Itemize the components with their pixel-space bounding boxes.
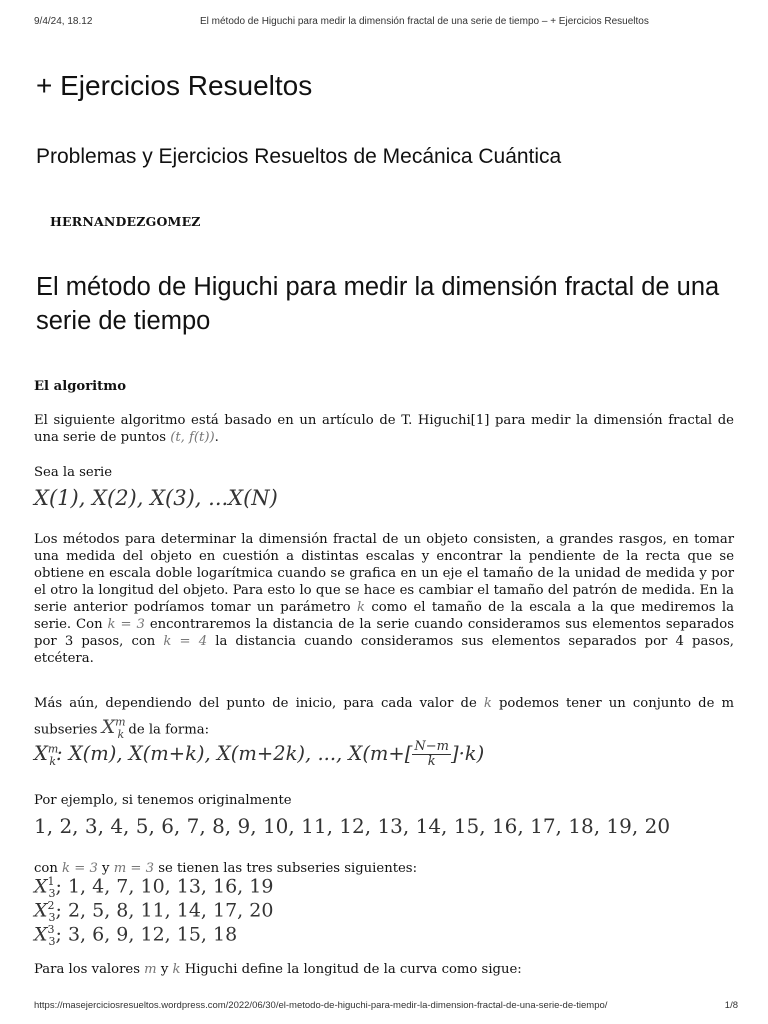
series-equation: [34, 486, 278, 510]
curve-math-m: m: [144, 962, 157, 977]
fraction-numerator: N−m: [414, 739, 449, 754]
paragraph-subseries: [34, 694, 734, 744]
example-math-k: k = 3: [62, 861, 98, 876]
methods-math-k4: k = 4: [163, 634, 208, 649]
example-y: y: [97, 861, 114, 876]
subseries-formula: [34, 740, 484, 770]
post-author[interactable]: HERNANDEZGOMEZ: [50, 214, 201, 229]
formula-sup: m: [47, 742, 59, 756]
xkm-sup: m: [115, 716, 126, 729]
print-page-title: El método de Higuchi para medir la dimensión fractal de una serie de tiempo – + Ejercicios Resueltos: [200, 16, 649, 27]
subseries-math-xkm: [101, 716, 126, 742]
formula-part2: ]·k): [450, 742, 485, 765]
methods-math-k3: k = 3: [107, 617, 145, 632]
formula-sub: k: [49, 754, 56, 768]
paragraph-intro: [34, 412, 734, 446]
subseries-2-x: X: [34, 899, 48, 922]
subseries-1-x: X: [34, 875, 48, 898]
footer-url: https://masejerciciosresueltos.wordpress.com/2022/06/30/el-metodo-de-higuchi-para-medir-la-dimension-fractal-de-una-serie-de-tiempo/: [34, 1000, 608, 1011]
intro-end: .: [214, 430, 219, 445]
paragraph-series-label: Sea la serie: [34, 465, 113, 480]
methods-text-b: como el tamaño de la escala a la que mediremos la serie. Con: [34, 600, 734, 632]
intro-text: El siguiente algoritmo está basado en un artículo de T. Higuchi[1] para medir la dimensión fractal de una serie de puntos: [34, 413, 734, 445]
paragraph-methods: [34, 531, 734, 667]
example-rest: se tienen las tres subseries siguientes:: [154, 861, 418, 876]
subseries-3-sup: 3: [47, 923, 55, 936]
curve-y: y: [156, 962, 173, 977]
post-title: El método de Higuchi para medir la dimensión fractal de una serie de tiempo: [36, 273, 720, 335]
subseries-1-sub: 3: [48, 887, 56, 901]
formula-fraction: [412, 740, 451, 769]
example-math-m: m = 3: [113, 861, 155, 876]
subseries-3-values: ; 3, 6, 9, 12, 15, 18: [55, 923, 238, 946]
paragraph-curve-length: [34, 961, 734, 978]
formula-x: X: [34, 742, 48, 765]
methods-text-c: encontraremos la distancia de la serie cuando consideramos sus elementos separados por 3 pasos, con: [34, 617, 735, 649]
subseries-2-sub: 3: [48, 911, 56, 925]
subseries-text-a: Más aún, dependiendo del punto de inicio, para cada valor de: [34, 696, 484, 711]
subseries-text-b: podemos tener un conjunto de m subseries: [34, 696, 734, 738]
section-heading: El algoritmo: [34, 379, 127, 394]
methods-math-k: k: [356, 600, 365, 615]
subseries-3-sub: 3: [48, 935, 56, 949]
methods-text-d: la distancia cuando consideramos sus elementos separados por 4 pasos, etcétera.: [34, 634, 734, 666]
subseries-3-x: X: [34, 923, 48, 946]
curve-math-k: k: [172, 962, 181, 977]
footer-page-number: 1/8: [724, 1000, 738, 1011]
series-equation-text: X(1), X(2), X(3), ...X(N): [34, 486, 278, 510]
fraction-denominator: k: [427, 754, 436, 769]
curve-text-a: Para los valores: [34, 962, 145, 977]
curve-text-b: Higuchi define la longitud de la curva como sigue:: [180, 962, 522, 977]
subseries-1-sup: 1: [47, 875, 55, 888]
formula-xkm: [34, 742, 59, 768]
site-tagline: Problemas y Ejercicios Resueltos de Mecánica Cuántica: [36, 145, 562, 168]
xkm-sub: k: [117, 728, 125, 742]
print-date: 9/4/24, 18.12: [34, 16, 93, 27]
formula-part1: : X(m), X(m+k), X(m+2k), ..., X(m+[: [56, 742, 413, 765]
xkm-x: X: [101, 716, 116, 739]
example-sequence: 1, 2, 3, 4, 5, 6, 7, 8, 9, 10, 11, 12, 13, 14, 15, 16, 17, 18, 19, 20: [34, 814, 671, 838]
paragraph-example: Por ejemplo, si tenemos originalmente: [34, 793, 292, 808]
site-title[interactable]: + Ejercicios Resueltos: [36, 70, 313, 101]
subseries-2-values: ; 2, 5, 8, 11, 14, 17, 20: [55, 899, 274, 922]
subseries-1-values: ; 1, 4, 7, 10, 13, 16, 19: [55, 875, 274, 898]
methods-text-a: Los métodos para determinar la dimensión fractal de un objeto consisten, a grandes rasgos, en tomar una medida del objeto en cuestión a distintas escalas y encontrar la pendiente de la recta que se obtiene en escala doble logarítmica cuando se grafica en un eje el tamaño de la unidad de medida y por el otro la longitud del objeto. Para esto lo que se hace es cambiar el tamaño del patrón de medida. En la serie anterior podríamos tomar un parámetro: [34, 532, 734, 615]
subseries-math-k: k: [483, 696, 492, 711]
subseries-line-3: [34, 921, 237, 950]
subseries-2-sup: 2: [47, 899, 55, 912]
subseries-text-c: de la forma:: [124, 722, 210, 738]
intro-math: (t, f(t)): [170, 430, 215, 445]
example-con: con: [34, 861, 63, 876]
